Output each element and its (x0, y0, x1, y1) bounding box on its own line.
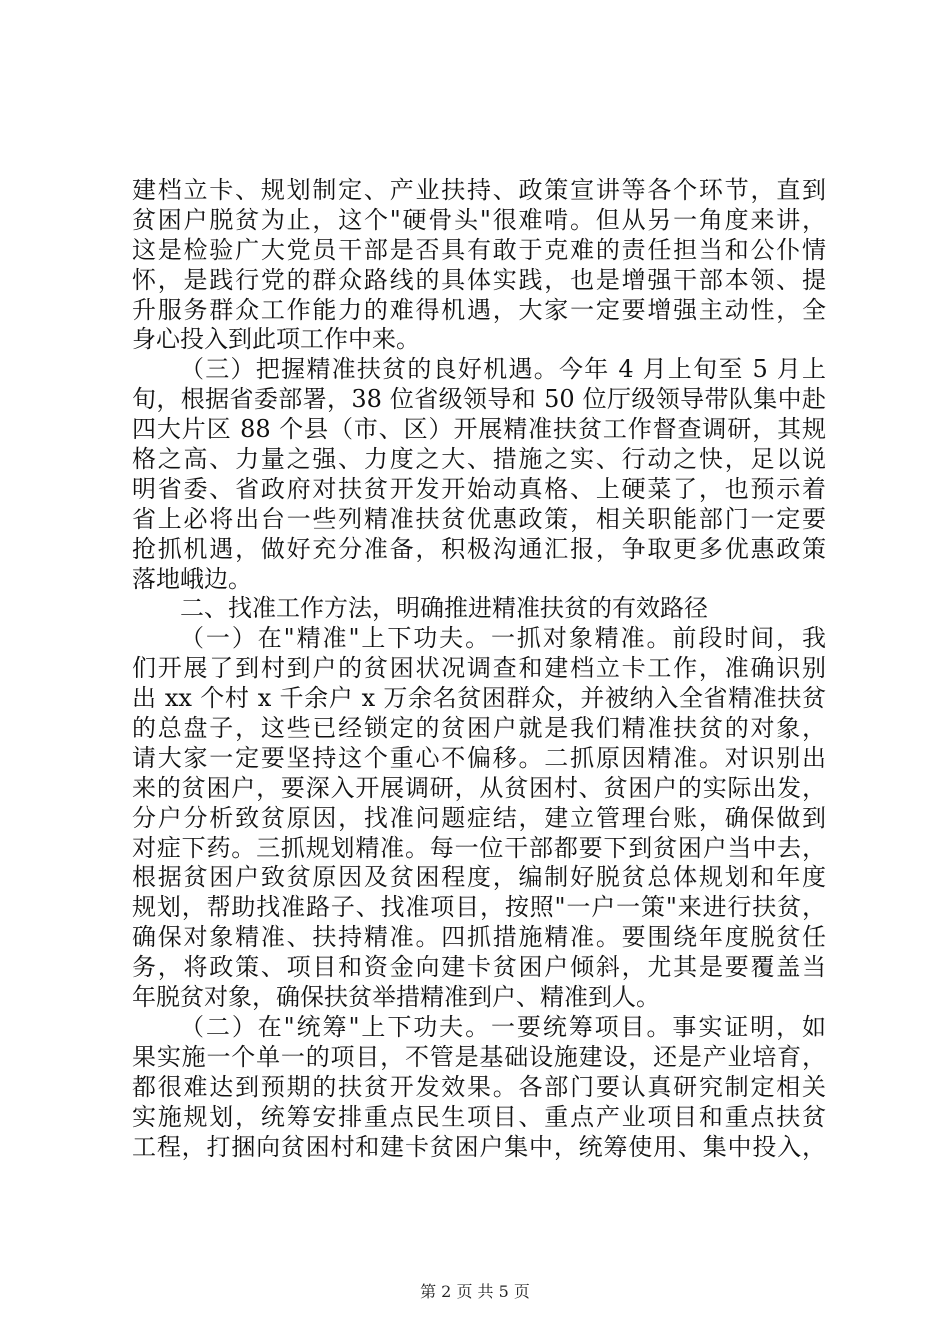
text-line: 出 xx 个村 x 千余户 x 万余名贫困群众，并被纳入全省精准扶贫 (132, 684, 826, 713)
text-line: 抢抓机遇，做好充分准备，积极沟通汇报，争取更多优惠政策 (132, 534, 826, 563)
text-line: 工程，打捆向贫困村和建卡贫困户集中，统筹使用、集中投入， (132, 1132, 826, 1161)
text-line: 格之高、力量之强、力度之大、措施之实、行动之快，足以说 (132, 445, 826, 474)
document-body (132, 176, 826, 1162)
text-line: 明省委、省政府对扶贫开发开始动真格、上硬菜了，也预示着 (132, 474, 826, 503)
text-line: 的总盘子，这些已经锁定的贫困户就是我们精准扶贫的对象， (132, 714, 826, 743)
text-line: （二）在"统筹"上下功夫。一要统筹项目。事实证明，如 (180, 1012, 826, 1041)
text-line: 来的贫困户，要深入开展调研，从贫困村、贫困户的实际出发， (132, 773, 826, 802)
text-line: 果实施一个单一的项目，不管是基础设施建设，还是产业培育， (132, 1042, 826, 1071)
text-line: 实施规划，统筹安排重点民生项目、重点产业项目和重点扶贫 (132, 1102, 826, 1131)
page-footer: 第 2 页 共 5 页 (420, 1282, 530, 1301)
text-line: 省上必将出台一些列精准扶贫优惠政策，相关职能部门一定要 (132, 504, 826, 533)
text-line: 请大家一定要坚持这个重心不偏移。二抓原因精准。对识别出 (132, 743, 826, 772)
text-line: 旬，根据省委部署，38 位省级领导和 50 位厅级领导带队集中赴 (132, 385, 826, 414)
text-line: 都很难达到预期的扶贫开发效果。各部门要认真研究制定相关 (132, 1072, 826, 1101)
text-line: 确保对象精准、扶持精准。四抓措施精准。要围绕年度脱贫任 (132, 923, 826, 952)
text-line: 升服务群众工作能力的难得机遇，大家一定要增强主动性，全 (132, 295, 826, 324)
text-line: 分户分析致贫原因，找准问题症结，建立管理台账，确保做到 (132, 803, 826, 832)
text-line: （一）在"精准"上下功夫。一抓对象精准。前段时间，我 (180, 624, 826, 653)
text-line: 贫困户脱贫为止，这个"硬骨头"很难啃。但从另一角度来讲， (132, 205, 826, 234)
text-line: 规划，帮助找准路子、找准项目，按照"一户一策"来进行扶贫， (132, 893, 826, 922)
text-line: 二、找准工作方法，明确推进精准扶贫的有效路径 (180, 594, 708, 623)
text-line: 对症下药。三抓规划精准。每一位干部都要下到贫困户当中去， (132, 833, 826, 862)
text-line: （三）把握精准扶贫的良好机遇。今年 4 月上旬至 5 月上 (180, 355, 826, 384)
text-line: 建档立卡、规划制定、产业扶持、政策宣讲等各个环节，直到 (132, 176, 826, 204)
text-line: 们开展了到村到户的贫困状况调查和建档立卡工作，准确识别 (132, 654, 826, 683)
text-line: 根据贫困户致贫原因及贫困程度，编制好脱贫总体规划和年度 (132, 863, 826, 892)
text-line: 这是检验广大党员干部是否具有敢于克难的责任担当和公仆情 (132, 235, 826, 264)
text-line: 年脱贫对象，确保扶贫举措精准到户、精准到人。 (132, 983, 660, 1012)
text-line: 四大片区 88 个县（市、区）开展精准扶贫工作督查调研，其规 (132, 415, 826, 444)
text-line: 怀，是践行党的群众路线的具体实践，也是增强干部本领、提 (132, 265, 826, 294)
text-line: 务，将政策、项目和资金向建卡贫困户倾斜，尤其是要覆盖当 (132, 953, 826, 982)
text-line: 身心投入到此项工作中来。 (132, 325, 420, 354)
text-line: 落地峨边。 (132, 564, 252, 593)
